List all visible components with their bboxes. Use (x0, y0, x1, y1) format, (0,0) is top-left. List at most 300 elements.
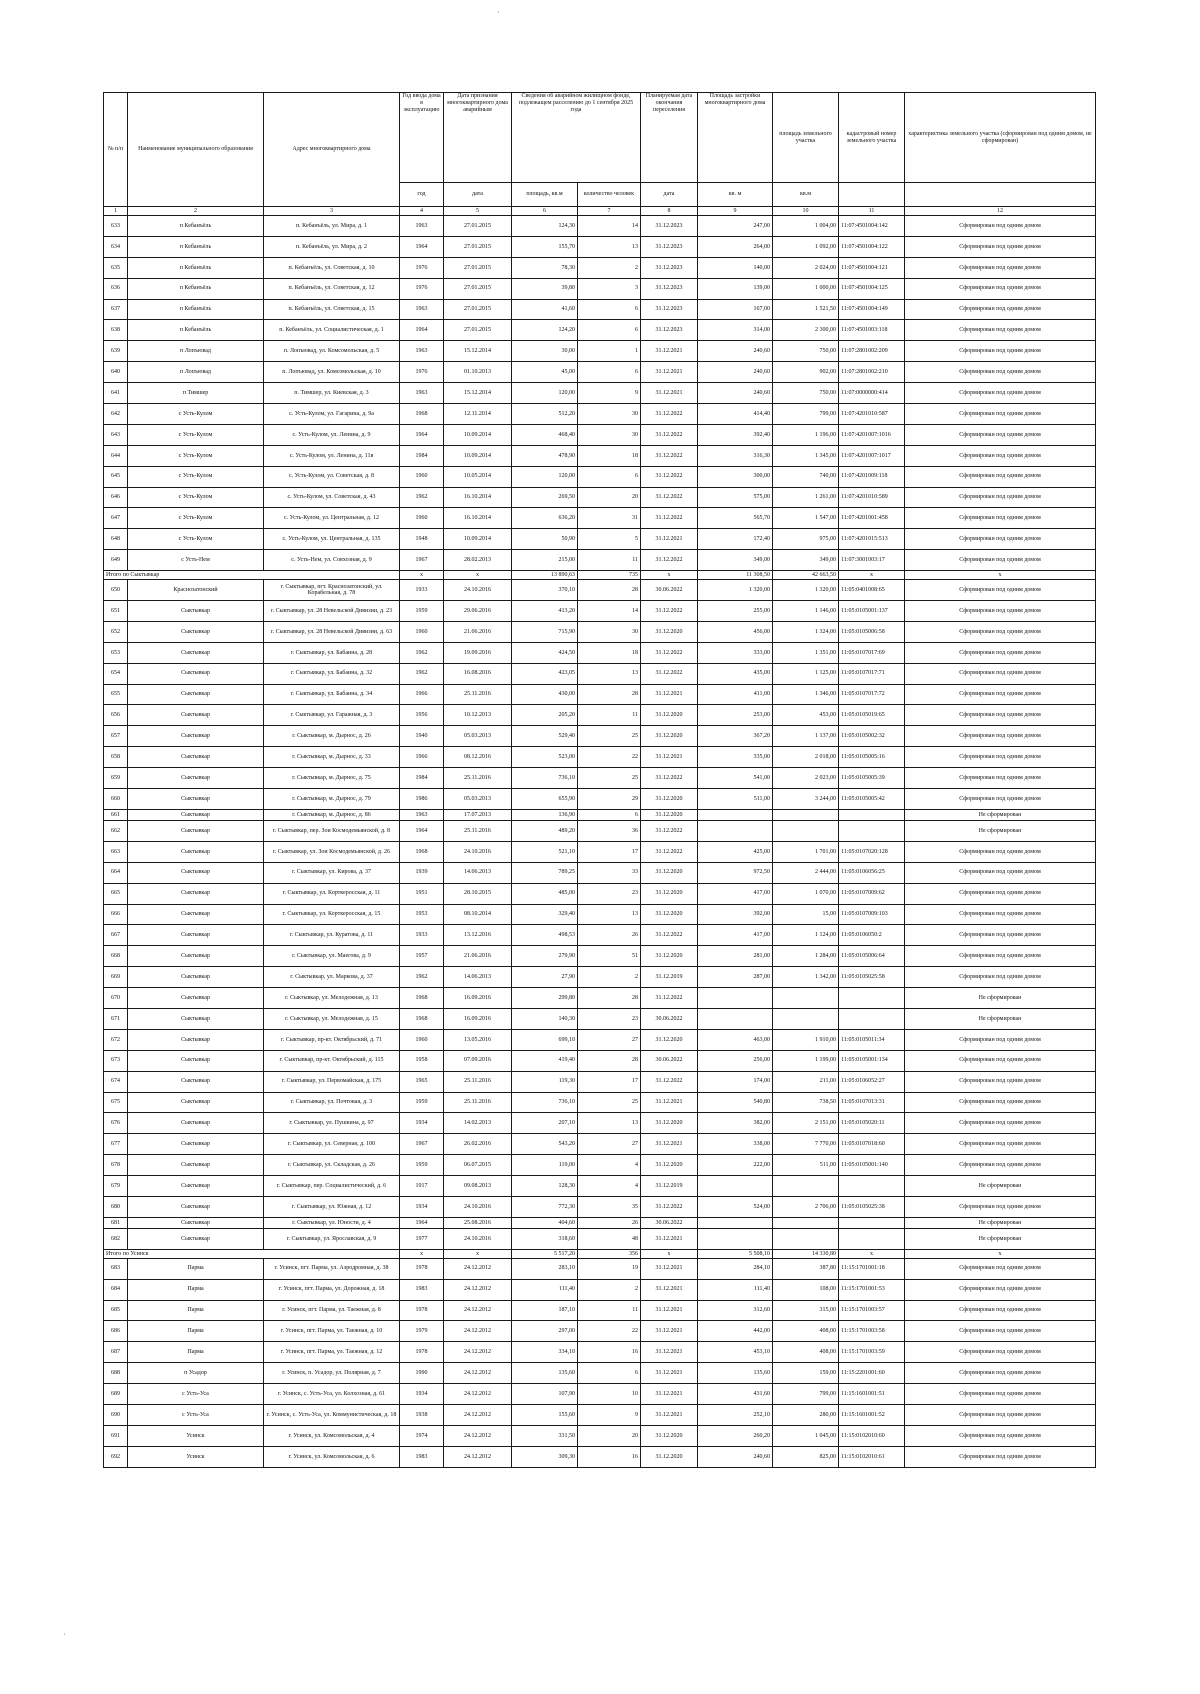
cadastral-cell: 11:05:0105001:140 (839, 1155, 905, 1176)
plan-date-cell: 31.12.2020 (641, 904, 698, 925)
year-cell: 1964 (400, 1217, 444, 1228)
plan-date-cell: 31.12.2022 (641, 445, 698, 466)
build-area-cell: 333,00 (698, 642, 773, 663)
header-col-number: № п/п (104, 93, 128, 207)
land-area-cell: 2 023,00 (773, 768, 839, 789)
cadastral-cell: 11:05:0107017:71 (839, 663, 905, 684)
address-cell: г. Сыктывкар, ул. Маегова, д. 9 (264, 946, 400, 967)
land-area-cell: 1 701,00 (773, 841, 839, 862)
municipality-cell: Сыктывкар (128, 820, 264, 841)
year-cell: 1963 (400, 809, 444, 820)
cadastral-cell: 11:05:0105006:64 (839, 946, 905, 967)
row-number: 691 (104, 1425, 128, 1446)
emergency-date-cell: 27.01.2015 (444, 236, 512, 257)
emergency-date-cell: 01.10.2013 (444, 362, 512, 383)
row-number: 682 (104, 1228, 128, 1249)
build-area-cell: 417,00 (698, 925, 773, 946)
total-value: x (641, 1249, 698, 1258)
municipality-cell: п Кебанъёль (128, 278, 264, 299)
land-status-cell: Сформирован под одним домом (905, 904, 1096, 925)
build-area-cell: 1 320,00 (698, 580, 773, 601)
year-cell: 1958 (400, 1050, 444, 1071)
year-cell: 1963 (400, 216, 444, 237)
build-area-cell: 240,60 (698, 1446, 773, 1467)
emergency-date-cell: 26.02.2016 (444, 1134, 512, 1155)
municipality-cell: Сыктывкар (128, 946, 264, 967)
emergency-date-cell: 27.01.2015 (444, 320, 512, 341)
table-row (104, 550, 1096, 571)
plan-date-cell: 31.12.2022 (641, 925, 698, 946)
plan-date-cell: 31.12.2021 (641, 1258, 698, 1279)
land-area-cell: 1 000,00 (773, 278, 839, 299)
land-area-cell: 1 196,00 (773, 424, 839, 445)
municipality-cell: Сыктывкар (128, 1029, 264, 1050)
address-cell: г. Усинск, пгт. Парма, ул. Таежная, д. 12 (264, 1342, 400, 1363)
emergency-date-cell: 10.09.2014 (444, 424, 512, 445)
build-area-cell: 972,50 (698, 862, 773, 883)
emergency-date-cell: 24.10.2016 (444, 580, 512, 601)
table-row (104, 1446, 1096, 1467)
people-cell: 20 (578, 487, 641, 508)
area-cell: 30,00 (512, 341, 578, 362)
cadastral-cell: 11:15:1701001:53 (839, 1279, 905, 1300)
build-area-cell: 240,60 (698, 341, 773, 362)
land-status-cell: Сформирован под одним домом (905, 1342, 1096, 1363)
build-area-cell (698, 1008, 773, 1029)
municipality-cell: п Кебанъёль (128, 320, 264, 341)
address-cell: г. Сыктывкар, м. Дырнос, д. 79 (264, 789, 400, 810)
people-cell: 28 (578, 580, 641, 601)
table-row (104, 1029, 1096, 1050)
address-cell: с. Усть-Кулом, ул. Ленина, д. 11в (264, 445, 400, 466)
land-area-cell: 1 124,00 (773, 925, 839, 946)
year-cell: 1948 (400, 529, 444, 550)
table-row (104, 299, 1096, 320)
cadastral-cell: 11:05:0105002:32 (839, 726, 905, 747)
year-cell: 1934 (400, 1196, 444, 1217)
cadastral-cell: 11:07:4201009:118 (839, 466, 905, 487)
table-row (104, 768, 1096, 789)
people-cell: 33 (578, 862, 641, 883)
emergency-date-cell: 27.01.2015 (444, 299, 512, 320)
table-row (104, 1404, 1096, 1425)
land-status-cell: Сформирован под одним домом (905, 278, 1096, 299)
table-row (104, 904, 1096, 925)
address-cell: с. Усть-Кулом, ул. Центральная, д. 12 (264, 508, 400, 529)
plan-date-cell: 31.12.2019 (641, 1176, 698, 1197)
build-area-cell: 256,00 (698, 1050, 773, 1071)
total-value: 5 517,20 (512, 1249, 578, 1258)
year-cell: 1990 (400, 1363, 444, 1384)
plan-date-cell: 31.12.2022 (641, 550, 698, 571)
municipality-cell: Сыктывкар (128, 925, 264, 946)
land-area-cell (773, 1217, 839, 1228)
municipality-cell: Сыктывкар (128, 988, 264, 1009)
table-row (104, 809, 1096, 820)
row-number: 640 (104, 362, 128, 383)
plan-date-cell: 31.12.2021 (641, 362, 698, 383)
table-row (104, 1176, 1096, 1197)
cadastral-cell: 11:05:0105001:134 (839, 1050, 905, 1071)
plan-date-cell: 31.12.2022 (641, 404, 698, 425)
table-row (104, 789, 1096, 810)
cadastral-cell: 11:05:0107013:31 (839, 1092, 905, 1113)
land-status-cell: Сформирован под одним домом (905, 216, 1096, 237)
column-number: 11 (839, 207, 905, 216)
total-value: x (400, 1249, 444, 1258)
plan-date-cell: 31.12.2022 (641, 642, 698, 663)
land-area-cell (773, 1228, 839, 1249)
land-status-cell: Сформирован под одним домом (905, 1071, 1096, 1092)
emergency-date-cell: 25.11.2016 (444, 1092, 512, 1113)
people-cell: 35 (578, 1196, 641, 1217)
address-cell: г. Сыктывкар, м. Дырнос, д. 75 (264, 768, 400, 789)
cadastral-cell: 11:07:4201007:1016 (839, 424, 905, 445)
area-cell: 187,10 (512, 1300, 578, 1321)
emergency-date-cell: 25.11.2016 (444, 820, 512, 841)
area-cell: 140,30 (512, 1008, 578, 1029)
municipality-cell: Сыктывкар (128, 621, 264, 642)
row-number: 686 (104, 1321, 128, 1342)
people-cell: 18 (578, 445, 641, 466)
year-cell: 1957 (400, 946, 444, 967)
address-cell: г. Сыктывкар, пр-кт. Октябрьский, д. 71 (264, 1029, 400, 1050)
row-number: 633 (104, 216, 128, 237)
municipality-cell: с Усть-Кулом (128, 404, 264, 425)
total-value: x (839, 1249, 905, 1258)
people-cell: 13 (578, 236, 641, 257)
emergency-date-cell: 25.11.2016 (444, 684, 512, 705)
emergency-date-cell: 24.12.2012 (444, 1404, 512, 1425)
emergency-date-cell: 15.12.2014 (444, 341, 512, 362)
build-area-cell: 425,00 (698, 841, 773, 862)
area-cell: 424,50 (512, 642, 578, 663)
municipality-cell: Сыктывкар (128, 841, 264, 862)
column-number: 10 (773, 207, 839, 216)
municipality-cell: п Кебанъёль (128, 216, 264, 237)
row-number: 645 (104, 466, 128, 487)
cadastral-cell: 11:15:0102010:60 (839, 1425, 905, 1446)
area-cell: 107,90 (512, 1384, 578, 1405)
people-cell: 13 (578, 663, 641, 684)
land-area-cell: 1 045,00 (773, 1425, 839, 1446)
emergency-date-cell: 24.12.2012 (444, 1279, 512, 1300)
address-cell: г. Сыктывкар, м. Дырнос, д. 33 (264, 747, 400, 768)
municipality-cell: Сыктывкар (128, 1217, 264, 1228)
year-cell: 1978 (400, 1342, 444, 1363)
people-cell: 27 (578, 1134, 641, 1155)
people-cell: 11 (578, 705, 641, 726)
plan-date-cell: 31.12.2020 (641, 883, 698, 904)
build-area-cell: 392,40 (698, 424, 773, 445)
table-row (104, 508, 1096, 529)
plan-date-cell: 31.12.2021 (641, 1342, 698, 1363)
emergency-date-cell: 16.09.2016 (444, 988, 512, 1009)
land-area-cell: 2 300,00 (773, 320, 839, 341)
emergency-date-cell: 24.12.2012 (444, 1446, 512, 1467)
area-cell: 331,50 (512, 1425, 578, 1446)
municipality-cell: п Усадор (128, 1363, 264, 1384)
total-value: 11 308,50 (698, 571, 773, 580)
emergency-date-cell: 15.12.2014 (444, 383, 512, 404)
land-area-cell: 799,00 (773, 404, 839, 425)
table-header (104, 93, 1096, 216)
plan-date-cell: 31.12.2021 (641, 1092, 698, 1113)
emergency-date-cell: 16.09.2016 (444, 1008, 512, 1029)
emergency-date-cell: 24.12.2012 (444, 1321, 512, 1342)
total-value: x (444, 571, 512, 580)
header-unit-date: дата (444, 183, 512, 207)
address-cell: г. Усинск, пгт. Парма, ул. Таежная, д. 8 (264, 1300, 400, 1321)
year-cell: 1962 (400, 967, 444, 988)
cadastral-cell: 11:05:0105005:39 (839, 768, 905, 789)
land-area-cell: 315,00 (773, 1300, 839, 1321)
land-area-cell: 2 706,00 (773, 1196, 839, 1217)
land-area-cell: 280,00 (773, 1404, 839, 1425)
address-cell: п. Кебанъёль, ул. Мира, д. 2 (264, 236, 400, 257)
year-cell: 1978 (400, 1258, 444, 1279)
year-cell: 1967 (400, 550, 444, 571)
land-status-cell: Сформирован под одним домом (905, 1050, 1096, 1071)
land-status-cell: Сформирован под одним домом (905, 967, 1096, 988)
address-cell: г. Усинск, пгт. Парма, ул. Аэродромная, д. 38 (264, 1258, 400, 1279)
table-row (104, 925, 1096, 946)
land-area-cell: 1 351,00 (773, 642, 839, 663)
land-area-cell: 1 004,00 (773, 216, 839, 237)
table-row (104, 1425, 1096, 1446)
column-number: 4 (400, 207, 444, 216)
row-number: 636 (104, 278, 128, 299)
people-cell: 13 (578, 904, 641, 925)
municipality-cell: Сыктывкар (128, 747, 264, 768)
build-area-cell (698, 988, 773, 1009)
document-sheet (103, 92, 1095, 1468)
municipality-cell: Сыктывкар (128, 601, 264, 622)
emergency-date-cell: 14.06.2013 (444, 967, 512, 988)
cadastral-cell (839, 1217, 905, 1228)
land-status-cell: Не сформирован (905, 1008, 1096, 1029)
build-area-cell: 565,70 (698, 508, 773, 529)
people-cell: 20 (578, 1425, 641, 1446)
build-area-cell: 349,00 (698, 550, 773, 571)
emergency-date-cell: 06.07.2015 (444, 1155, 512, 1176)
address-cell: п. Кебанъёль, ул. Советская, д. 12 (264, 278, 400, 299)
emergency-date-cell: 29.06.2016 (444, 601, 512, 622)
row-number: 683 (104, 1258, 128, 1279)
land-status-cell: Сформирован под одним домом (905, 1258, 1096, 1279)
land-area-cell: 1 910,00 (773, 1029, 839, 1050)
land-area-cell: 1 137,00 (773, 726, 839, 747)
land-status-cell: Не сформирован (905, 1176, 1096, 1197)
plan-date-cell: 31.12.2022 (641, 601, 698, 622)
row-number: 641 (104, 383, 128, 404)
people-cell: 13 (578, 1113, 641, 1134)
emergency-date-cell: 28.10.2015 (444, 883, 512, 904)
land-area-cell: 975,00 (773, 529, 839, 550)
area-cell: 789,25 (512, 862, 578, 883)
row-number: 638 (104, 320, 128, 341)
row-number: 657 (104, 726, 128, 747)
row-number: 648 (104, 529, 128, 550)
area-cell: 124,20 (512, 320, 578, 341)
area-cell: 136,90 (512, 809, 578, 820)
land-status-cell: Сформирован под одним домом (905, 362, 1096, 383)
table-row (104, 1258, 1096, 1279)
build-area-cell: 247,00 (698, 216, 773, 237)
plan-date-cell: 31.12.2020 (641, 1155, 698, 1176)
municipality-cell: с Усть-Уса (128, 1384, 264, 1405)
people-cell: 1 (578, 341, 641, 362)
area-cell: 45,00 (512, 362, 578, 383)
header-col-municipality: Наименование муниципального образования (128, 93, 264, 207)
year-cell: 1976 (400, 278, 444, 299)
table-row (104, 341, 1096, 362)
plan-date-cell: 31.12.2022 (641, 988, 698, 1009)
emergency-date-cell: 25.08.2016 (444, 1217, 512, 1228)
area-cell: 736,10 (512, 1092, 578, 1113)
area-cell: 215,00 (512, 550, 578, 571)
municipality-cell: Сыктывкар (128, 883, 264, 904)
build-area-cell: 172,40 (698, 529, 773, 550)
people-cell: 22 (578, 747, 641, 768)
table-row (104, 466, 1096, 487)
row-number: 680 (104, 1196, 128, 1217)
municipality-cell: с Усть-Кулом (128, 529, 264, 550)
plan-date-cell: 31.12.2020 (641, 946, 698, 967)
emergency-date-cell: 17.07.2013 (444, 809, 512, 820)
people-cell: 25 (578, 726, 641, 747)
plan-date-cell: 30.06.2022 (641, 580, 698, 601)
address-cell: г. Сыктывкар, ул. Юности, д. 4 (264, 1217, 400, 1228)
municipality-cell: с Усть-Нем (128, 550, 264, 571)
area-cell: 404,60 (512, 1217, 578, 1228)
table-row (104, 1071, 1096, 1092)
address-cell: г. Сыктывкар, ул. Бабаина, д. 28 (264, 642, 400, 663)
cadastral-cell: 11:05:0107017:72 (839, 684, 905, 705)
people-cell: 2 (578, 1279, 641, 1300)
row-number: 639 (104, 341, 128, 362)
emergency-date-cell: 24.12.2012 (444, 1425, 512, 1446)
plan-date-cell: 31.12.2021 (641, 1279, 698, 1300)
cadastral-cell: 11:05:0105025:38 (839, 1196, 905, 1217)
row-number: 664 (104, 862, 128, 883)
plan-date-cell: 31.12.2021 (641, 1228, 698, 1249)
cadastral-cell (839, 820, 905, 841)
address-cell: с. Усть-Кулом, ул. Центральная, д. 135 (264, 529, 400, 550)
area-cell: 636,20 (512, 508, 578, 529)
municipality-cell: Усинск (128, 1425, 264, 1446)
row-number: 661 (104, 809, 128, 820)
municipality-cell: Краснозатонский (128, 580, 264, 601)
row-number: 643 (104, 424, 128, 445)
table-row (104, 967, 1096, 988)
column-number: 7 (578, 207, 641, 216)
row-number: 688 (104, 1363, 128, 1384)
row-number: 676 (104, 1113, 128, 1134)
table-row (104, 1300, 1096, 1321)
total-value: x (905, 1249, 1096, 1258)
emergency-date-cell: 24.12.2012 (444, 1258, 512, 1279)
plan-date-cell: 31.12.2021 (641, 383, 698, 404)
land-status-cell: Сформирован под одним домом (905, 946, 1096, 967)
row-number: 690 (104, 1404, 128, 1425)
row-number: 655 (104, 684, 128, 705)
emergency-date-cell: 10.12.2013 (444, 705, 512, 726)
land-area-cell: 2 151,00 (773, 1113, 839, 1134)
year-cell: 1979 (400, 1321, 444, 1342)
plan-date-cell: 31.12.2021 (641, 341, 698, 362)
area-cell: 41,60 (512, 299, 578, 320)
row-number: 677 (104, 1134, 128, 1155)
people-cell: 19 (578, 1258, 641, 1279)
land-status-cell: Сформирован под одним домом (905, 1029, 1096, 1050)
emergency-date-cell: 24.10.2016 (444, 1228, 512, 1249)
land-status-cell: Сформирован под одним домом (905, 550, 1096, 571)
land-area-cell: 1 092,00 (773, 236, 839, 257)
year-cell: 1964 (400, 820, 444, 841)
year-cell: 1939 (400, 862, 444, 883)
build-area-cell: 300,00 (698, 466, 773, 487)
land-status-cell: Сформирован под одним домом (905, 705, 1096, 726)
table-row (104, 841, 1096, 862)
people-cell: 29 (578, 789, 641, 810)
build-area-cell (698, 1176, 773, 1197)
year-cell: 1933 (400, 580, 444, 601)
build-area-cell: 140,00 (698, 257, 773, 278)
land-status-cell: Сформирован под одним домом (905, 768, 1096, 789)
year-cell: 1964 (400, 236, 444, 257)
row-number: 670 (104, 988, 128, 1009)
column-number: 2 (128, 207, 264, 216)
land-status-cell: Не сформирован (905, 809, 1096, 820)
address-cell: г. Усинск, ул. Комсомольская, д. 6 (264, 1446, 400, 1467)
plan-date-cell: 31.12.2020 (641, 1113, 698, 1134)
area-cell: 155,60 (512, 1404, 578, 1425)
emergency-housing-table (103, 92, 1096, 1468)
land-status-cell: Сформирован под одним домом (905, 601, 1096, 622)
table-body (104, 216, 1096, 1468)
table-row (104, 747, 1096, 768)
address-cell: г. Сыктывкар, ул. Маркова, д. 37 (264, 967, 400, 988)
land-area-cell: 1 261,00 (773, 487, 839, 508)
column-number: 8 (641, 207, 698, 216)
plan-date-cell: 30.06.2022 (641, 1217, 698, 1228)
plan-date-cell: 30.06.2022 (641, 1008, 698, 1029)
cadastral-cell (839, 1228, 905, 1249)
year-cell: 1917 (400, 1176, 444, 1197)
emergency-date-cell: 08.10.2014 (444, 904, 512, 925)
row-number: 667 (104, 925, 128, 946)
plan-date-cell: 31.12.2020 (641, 621, 698, 642)
address-cell: г. Сыктывкар, ул. Пушкина, д. 97 (264, 1113, 400, 1134)
land-status-cell: Сформирован под одним домом (905, 508, 1096, 529)
people-cell: 25 (578, 768, 641, 789)
row-number: 685 (104, 1300, 128, 1321)
municipality-cell: Сыктывкар (128, 1155, 264, 1176)
total-value: 13 890,63 (512, 571, 578, 580)
year-cell: 1959 (400, 1092, 444, 1113)
emergency-date-cell: 24.12.2012 (444, 1300, 512, 1321)
cadastral-cell: 11:05:0107018:60 (839, 1134, 905, 1155)
people-cell: 4 (578, 1176, 641, 1197)
build-area-cell (698, 1228, 773, 1249)
land-area-cell: 1 346,00 (773, 684, 839, 705)
address-cell: г. Усинск, с. Усть-Уса, ул. Коммунистическая, д. 18 (264, 1404, 400, 1425)
address-cell: г. Сыктывкар, ул. Ярославская, д. 9 (264, 1228, 400, 1249)
table-row (104, 601, 1096, 622)
land-status-cell: Не сформирован (905, 988, 1096, 1009)
build-area-cell: 240,60 (698, 383, 773, 404)
